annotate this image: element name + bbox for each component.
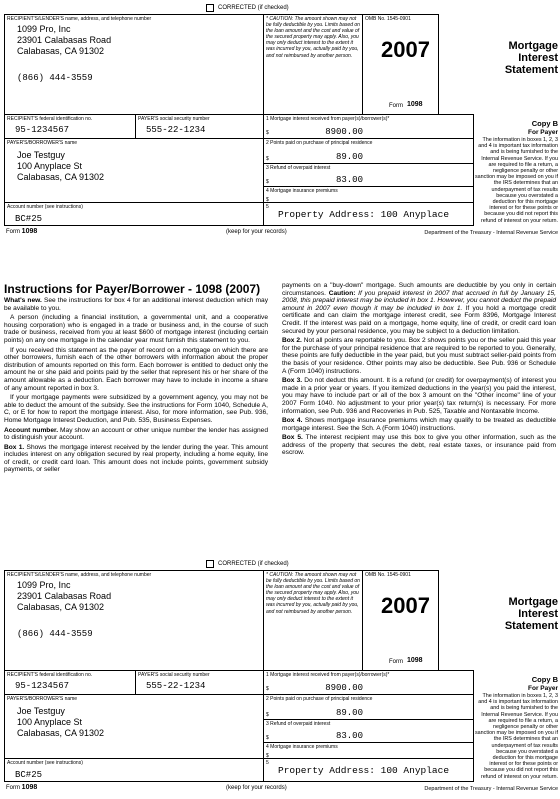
box1-value: 8900.00 [325, 683, 363, 693]
corrected-label: CORRECTED (if checked) [218, 5, 289, 11]
box5 [263, 758, 474, 782]
box2 [263, 138, 474, 164]
box4 [263, 742, 474, 759]
box1 [263, 114, 474, 139]
recipient-label: RECIPIENT'S/LENDER'S name, address, and telephone number [7, 16, 152, 22]
box2-label: 2 Points paid on purchase of principal residence [266, 140, 373, 146]
copy-b-notice: Copy B For Payer The information in boxes 1, 2, 3 and 4 is important tax information and is being furnished to the Internal Revenue Service. If you are required to file a return, a negligence penalty or other sanction may be imposed on you if the IRS determines that an underpayment of tax results because you overstated a deduction for this mortgage interest or for these points or because you did not report this refund of interest on your return. [474, 119, 558, 224]
footer-dept: Department of the Treasury - Internal Revenue Service [424, 230, 558, 236]
box3 [263, 719, 474, 743]
account-number: BC#25 [15, 770, 43, 780]
payer-ssn-box [135, 114, 264, 139]
form-copy-top [0, 0, 560, 240]
payer-ssn: 555-22-1234 [146, 681, 206, 691]
payer-box [4, 694, 264, 759]
recipient-street: 23901 Calabasas Road [17, 35, 112, 45]
corrected-checkbox[interactable] [206, 560, 214, 568]
box2-dollar: $ [266, 712, 269, 718]
account-label: Account number (see instructions) [7, 204, 83, 210]
payer-label: PAYER'S/BORROWER'S name [7, 696, 78, 702]
form-title: Mortgage Interest Statement [504, 40, 558, 76]
corrected-label: CORRECTED (if checked) [218, 561, 289, 567]
box2 [263, 694, 474, 720]
payer-name: Joe Testguy [17, 706, 65, 716]
box5-label: 5 [266, 760, 269, 766]
recipient-street: 23901 Calabasas Road [17, 591, 112, 601]
caution-text: * CAUTION: The amount shown may not be fully deductible by you. Limits based on the loan amount and the cost and value of the secured property may apply. Also, you may only deduct interest to the extent it was incurred by you, actually paid by you, and not reimbursed by another person. [266, 572, 360, 615]
payer-street: 100 Anyplace St [17, 717, 83, 727]
payer-box [4, 138, 264, 203]
recipient-name: 1099 Pro, Inc [17, 580, 71, 590]
form-copy-bottom [0, 558, 560, 798]
box3-label: 3 Refund of overpaid interest [266, 165, 331, 171]
footer-dept: Department of the Treasury - Internal Revenue Service [424, 786, 558, 792]
omb-number: OMB No. 1545-0901 [365, 16, 411, 22]
recipient-label: RECIPIENT'S/LENDER'S name, address, and telephone number [7, 572, 152, 578]
box3-value: 83.00 [335, 731, 363, 741]
box5-value: Property Address: 100 Anyplace [278, 765, 450, 776]
recipient-name: 1099 Pro, Inc [17, 24, 71, 34]
account-number: BC#25 [15, 214, 43, 224]
corrected-checkbox[interactable] [206, 4, 214, 12]
payer-city: Calabasas, CA 91302 [17, 728, 105, 738]
recipient-box [4, 570, 264, 671]
recipient-phone: (866) 444-3559 [17, 73, 93, 83]
box4-dollar: $ [266, 197, 269, 203]
payer-ssn: 555-22-1234 [146, 125, 206, 135]
box1-label: 1 Mortgage interest received from payer(s)/borrower(s)* [266, 672, 390, 678]
footer-keep: (keep for your records) [226, 229, 287, 235]
year-box [362, 570, 439, 671]
box4-dollar: $ [266, 753, 269, 759]
box1-dollar: $ [266, 130, 269, 136]
recipient-fed-label: RECIPIENT'S federal identification no. [7, 672, 93, 678]
box1-label: 1 Mortgage interest received from payer(s)/borrower(s)* [266, 116, 390, 122]
recipient-phone: (866) 444-3559 [17, 629, 93, 639]
payer-name: Joe Testguy [17, 150, 65, 160]
footer-keep: (keep for your records) [226, 785, 287, 791]
box1 [263, 670, 474, 695]
payer-street: 100 Anyplace St [17, 161, 83, 171]
form-number: 1098 [407, 657, 423, 664]
box4-label: 4 Mortgage insurance premiums [266, 188, 338, 194]
form-label: Form [389, 103, 403, 109]
box4-label: 4 Mortgage insurance premiums [266, 744, 338, 750]
caution-box [263, 14, 363, 115]
account-label: Account number (see instructions) [7, 760, 83, 766]
box3-dollar: $ [266, 735, 269, 741]
instructions-title: Instructions for Payer/Borrower - 1098 (2007) [4, 282, 261, 296]
form-title: Mortgage Interest Statement [504, 596, 558, 632]
payer-ssn-label: PAYER'S social security number [138, 116, 210, 122]
box2-dollar: $ [266, 156, 269, 162]
payer-ssn-box [135, 670, 264, 695]
recipient-box [4, 14, 264, 115]
payer-city: Calabasas, CA 91302 [17, 172, 105, 182]
instructions-left-column: What's new. See the instructions for box 4 for an additional interest deduction which may be available to you. A person (including a financial institution, a governmental unit, and a cooperative housing corporation) who is engaged in a trade or business and, in the course of such trade or business, received from you at least $600 of mortgage interest (including certain points) on any one mortgage in the calendar year must furnish this statement to you. If you received this statement as the payer of record on a mortgage on which there are other borrowers, furnish each of the other borrowers with information about the proper distribution of amounts reported on this form. Each borrower is entitled to deduct only the amount he or she paid and points paid by the seller that represent his or her share of the amount allowable as a deduction. Each borrower may have to include in income a share of any amount reported in box 3. If your mortgage payments were subsidized by a government agency, you may not be able to deduct the amount of the subsidy. See the instructions for Form 1040, Schedule A, C, or E for how to report the mortgage interest. Also, for more information, see Pub. 936, Home Mortgage Interest Deduction, and Pub. 535, Business Expenses. Account number. May show an account or other unique number the lender has assigned to distinguish your account. Box 1. Shows the mortgage interest received by the lender during the year. This amount includes interest on any obligation secured by real property, including a home equity, line of credit, or credit card loan. This amount does not include points, government subsidy payments, or seller [4, 297, 269, 474]
form-label: Form [389, 659, 403, 665]
box3-dollar: $ [266, 179, 269, 185]
box5-value: Property Address: 100 Anyplace [278, 209, 450, 220]
recipient-fed-box [4, 114, 136, 139]
box2-label: 2 Points paid on purchase of principal residence [266, 696, 373, 702]
box3 [263, 163, 474, 187]
recipient-fed-box [4, 670, 136, 695]
year-box [362, 14, 439, 115]
omb-number: OMB No. 1545-0901 [365, 572, 411, 578]
tax-year: 2007 [381, 593, 430, 618]
box3-value: 83.00 [335, 175, 363, 185]
account-box [4, 758, 264, 782]
payer-label: PAYER'S/BORROWER'S name [7, 140, 78, 146]
instructions-right-column: payments on a "buy-down" mortgage. Such amounts are deductible by you only in certain circumstances. Caution: If you prepaid interest in 2007 that accrued in full by January 15, 2008, this prepaid interest may be included in box 1. However, you cannot deduct the prepaid amount in 2007 even though it may be included in box 1. If you hold a mortgage credit certificate and can claim the mortgage interest credit, see Form 8396, Mortgage Interest Credit. If the interest was paid on a mortgage, home equity, line of credit, or credit card loan secured by your personal residence, you may be subject to a deduction limitation. Box 2. Not all points are reportable to you. Box 2 shows points you or the seller paid this year for the purchase of your principal residence that are required to be reported to you. Generally, these points are fully deductible in the year paid, but you must subtract seller-paid points from the basis of your residence. Other points may also be deductible. See Pub. 936 or Schedule A (Form 1040) instructions. Box 3. Do not deduct this amount. It is a refund (or credit) for overpayment(s) of interest you made in a prior year or years. If you itemized deductions in the year(s) you paid the interest, you may have to include part or all of the box 3 amount on the "Other income" line of your 2007 Form 1040. No adjustment to your prior year(s) tax return(s) is necessary. For more information, see Pub. 936 and Recoveries in Pub. 525, Taxable and Nontaxable Income. Box 4. Shows mortgage insurance premiums which may qualify to be treated as deductible mortgage interest. See the Sch. A (Form 1040) instructions. Box 5. The interest recipient may use this box to give you other information, such as the address of the property that secures the debt, real estate taxes, or insurance paid from escrow. [282, 282, 557, 457]
box4 [263, 186, 474, 203]
footer-form: Form 1098 [6, 784, 38, 791]
recipient-fed-id: 95-1234567 [15, 681, 70, 691]
recipient-city: Calabasas, CA 91302 [17, 46, 105, 56]
tax-year: 2007 [381, 37, 430, 62]
footer-form: Form 1098 [6, 228, 38, 235]
box2-value: 89.00 [335, 152, 363, 162]
caution-text: * CAUTION: The amount shown may not be fully deductible by you. Limits based on the loan amount and the cost and value of the secured property may apply. Also, you may only deduct interest to the extent it was incurred by you, actually paid by you, and not reimbursed by another person. [266, 16, 360, 59]
form-number: 1098 [407, 101, 423, 108]
account-box [4, 202, 264, 226]
box2-value: 89.00 [335, 708, 363, 718]
caution-box [263, 570, 363, 671]
box1-value: 8900.00 [325, 127, 363, 137]
box3-label: 3 Refund of overpaid interest [266, 721, 331, 727]
copy-b-notice: Copy B For Payer The information in boxes 1, 2, 3 and 4 is important tax information and is being furnished to the Internal Revenue Service. If you are required to file a return, a negligence penalty or other sanction may be imposed on you if the IRS determines that an underpayment of tax results because you overstated a deduction for this mortgage interest or for these points or because you did not report this refund of interest on your return. [474, 675, 558, 780]
recipient-fed-id: 95-1234567 [15, 125, 70, 135]
recipient-fed-label: RECIPIENT'S federal identification no. [7, 116, 93, 122]
box5-label: 5 [266, 204, 269, 210]
payer-ssn-label: PAYER'S social security number [138, 672, 210, 678]
recipient-city: Calabasas, CA 91302 [17, 602, 105, 612]
box5 [263, 202, 474, 226]
box1-dollar: $ [266, 686, 269, 692]
